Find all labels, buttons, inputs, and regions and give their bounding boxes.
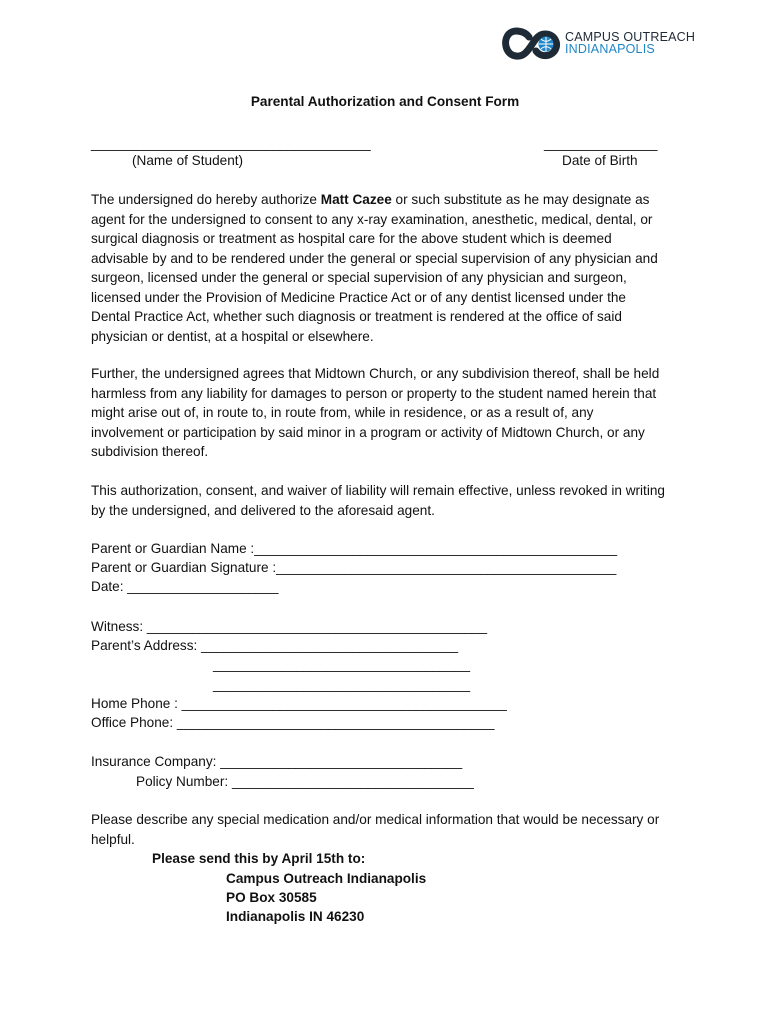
student-name-label: (Name of Student) <box>132 153 244 168</box>
mailing-org-name: Campus Outreach Indianapolis <box>226 871 427 886</box>
paragraph-line: agent for the undersigned to consent to any x-ray examination, anesthetic, medical, dental, or <box>91 211 653 227</box>
guardian-name-field[interactable]: Parent or Guardian Name :________________________________________________ <box>91 541 618 556</box>
paragraph-line: surgical diagnosis or treatment as hospital care for the above student which is deemed <box>91 231 612 246</box>
witness-field[interactable]: Witness: _____________________________________________ <box>91 619 488 634</box>
mailing-city: Indianapolis IN 46230 <box>226 909 365 924</box>
paragraph-line: involvement or participation by said minor in a program or activity of Midtown Church, or any <box>91 424 645 440</box>
paragraph-line: advisable by and to be rendered under the general or special supervision of any physician and <box>91 250 658 266</box>
effective-paragraph <box>91 481 691 520</box>
paragraph-line <box>91 190 691 210</box>
address-line-3[interactable]: __________________________________ <box>213 677 471 692</box>
paragraph-line: harmless from any liability for damages to person or property to the student named herein that <box>91 385 657 401</box>
paragraph-line: Please describe any special medication and/or medical information that would be necessary or <box>91 812 660 827</box>
paragraph-line: might arise out of, in route to, in route from, while in residence, or as a result of, any <box>91 405 594 420</box>
paragraph-line-text: or such substitute as he may designate as <box>391 192 650 207</box>
address-line-2[interactable]: __________________________________ <box>213 657 471 672</box>
policy-number-field[interactable]: Policy Number: ________________________________ <box>136 774 474 789</box>
parent-address-field[interactable]: Parent’s Address: __________________________________ <box>91 638 459 653</box>
paragraph-line: Dental Practice Act, whether such diagnosis or treatment is rendered at the office of said <box>91 309 622 324</box>
home-phone-field[interactable]: Home Phone : ___________________________________________ <box>91 696 507 711</box>
authorization-paragraph <box>91 190 691 346</box>
agent-name: Matt Cazee <box>320 192 392 207</box>
logo-text-campus-outreach: CAMPUS OUTREACH <box>565 30 696 44</box>
student-name-line[interactable]: _____________________________________ <box>91 136 371 151</box>
date-field[interactable]: Date: ____________________ <box>91 579 279 594</box>
paragraph-line-text: The undersigned do hereby authorize <box>91 192 321 207</box>
paragraph-line: licensed under the Provision of Medicine Practice Act or of any dentist licensed under the <box>91 289 626 305</box>
send-instruction-heading: Please send this by April 15th to: <box>152 851 366 866</box>
paragraph-line: Further, the undersigned agrees that Midtown Church, or any subdivision thereof, shall be held <box>91 366 660 381</box>
date-of-birth-line[interactable]: _______________ <box>544 136 658 151</box>
office-phone-field[interactable]: Office Phone: __________________________________________ <box>91 715 495 730</box>
guardian-signature-field[interactable]: Parent or Guardian Signature :_____________________________________________ <box>91 560 617 575</box>
insurance-company-field[interactable]: Insurance Company: ________________________________ <box>91 754 463 769</box>
paragraph-line: surgeon, licensed under the general or special supervision of any physician and surgeon, <box>91 270 627 285</box>
paragraph-line: physician or dentist, at a hospital or elsewhere. <box>91 328 374 344</box>
paragraph-line: by the undersigned, and delivered to the aforesaid agent. <box>91 502 435 518</box>
paragraph-line: subdivision thereof. <box>91 444 209 459</box>
date-of-birth-label: Date of Birth <box>562 153 638 168</box>
medical-info-paragraph <box>91 810 691 849</box>
paragraph-line: This authorization, consent, and waiver of liability will remain effective, unless revoked in writing <box>91 483 665 498</box>
paragraph-line: helpful. <box>91 831 135 847</box>
infinity-logo-icon <box>500 27 562 61</box>
logo-text-indianapolis: INDIANAPOLIS <box>565 42 655 56</box>
page-title: Parental Authorization and Consent Form <box>250 94 520 109</box>
mailing-po-box: PO Box 30585 <box>226 890 317 905</box>
liability-paragraph <box>91 364 691 462</box>
campus-outreach-logo <box>500 27 696 61</box>
